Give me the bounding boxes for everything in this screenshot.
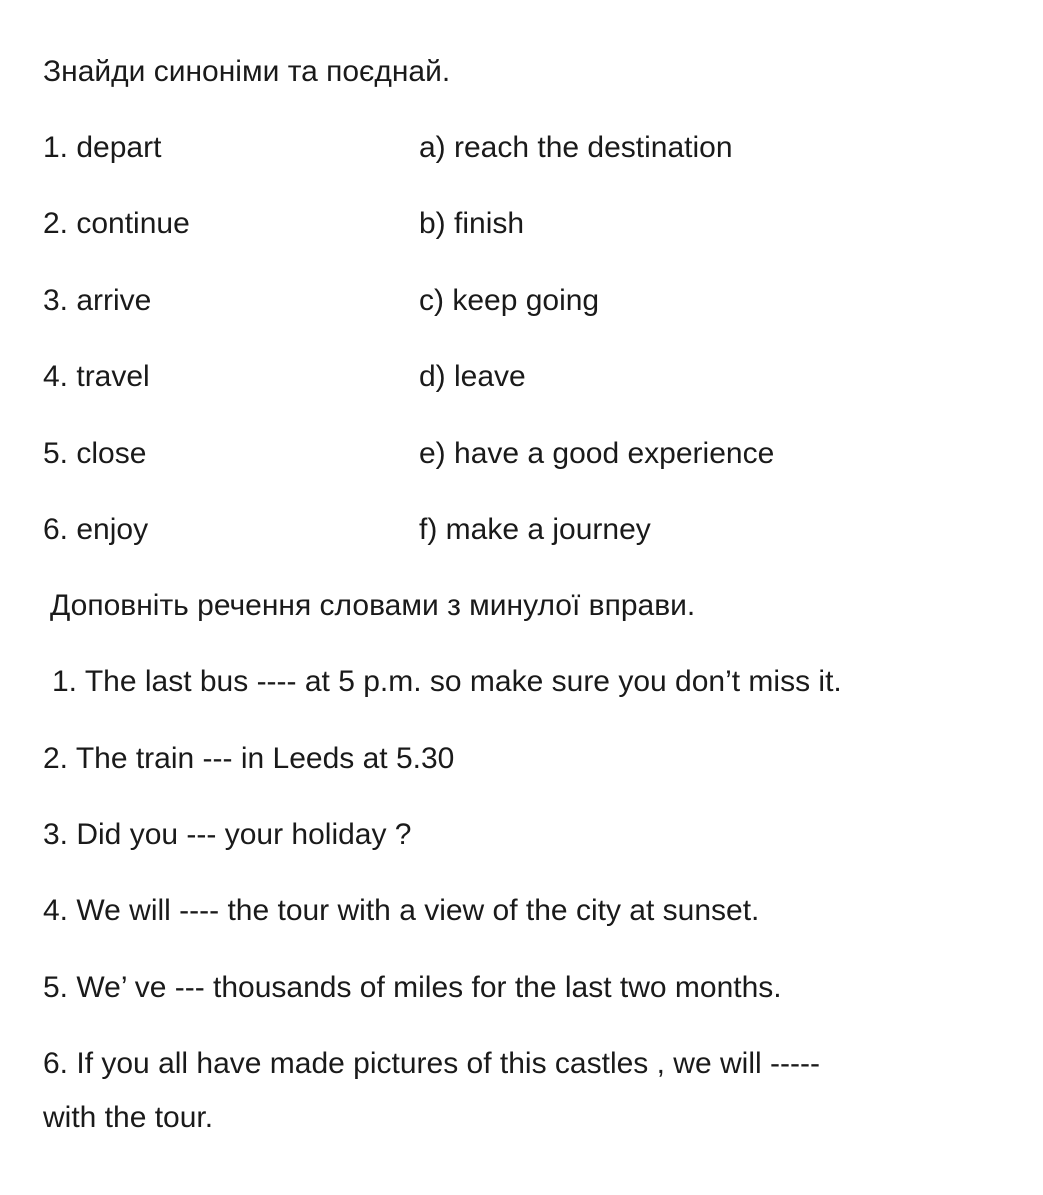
word-item: 4. travel: [43, 360, 150, 393]
exercise1-title: Знайди синоніми та поєднай.: [43, 55, 451, 88]
word-item: 6. enjoy: [43, 513, 149, 546]
sentence-continuation: with the tour.: [43, 1101, 214, 1134]
sentence-item: 6. If you all have made pictures of this castles , we will -----: [43, 1047, 820, 1080]
sentence-item: 4. We will ---- the tour with a view of the city at sunset.: [43, 894, 760, 927]
word-item: 1. depart: [43, 131, 162, 164]
sentence-item: 5. We’ ve --- thousands of miles for the last two months.: [43, 971, 782, 1004]
word-item: 3. arrive: [43, 284, 152, 317]
sentence-item: 3. Did you --- your holiday ?: [43, 818, 412, 851]
word-item: 2. continue: [43, 207, 190, 240]
synonym-item: a) reach the destination: [419, 131, 733, 164]
synonym-item: c) keep going: [419, 284, 600, 317]
synonym-item: d) leave: [419, 360, 526, 393]
word-item: 5. close: [43, 437, 147, 470]
synonym-item: f) make a journey: [419, 513, 651, 546]
sentence-item: 1. The last bus ---- at 5 p.m. so make sure you don’t miss it.: [52, 665, 842, 698]
sentence-item: 2. The train --- in Leeds at 5.30: [43, 742, 455, 775]
synonym-item: b) finish: [419, 207, 525, 240]
exercise2-title: Доповніть речення словами з минулої вправи.: [50, 589, 696, 622]
synonym-item: e) have a good experience: [419, 437, 775, 470]
